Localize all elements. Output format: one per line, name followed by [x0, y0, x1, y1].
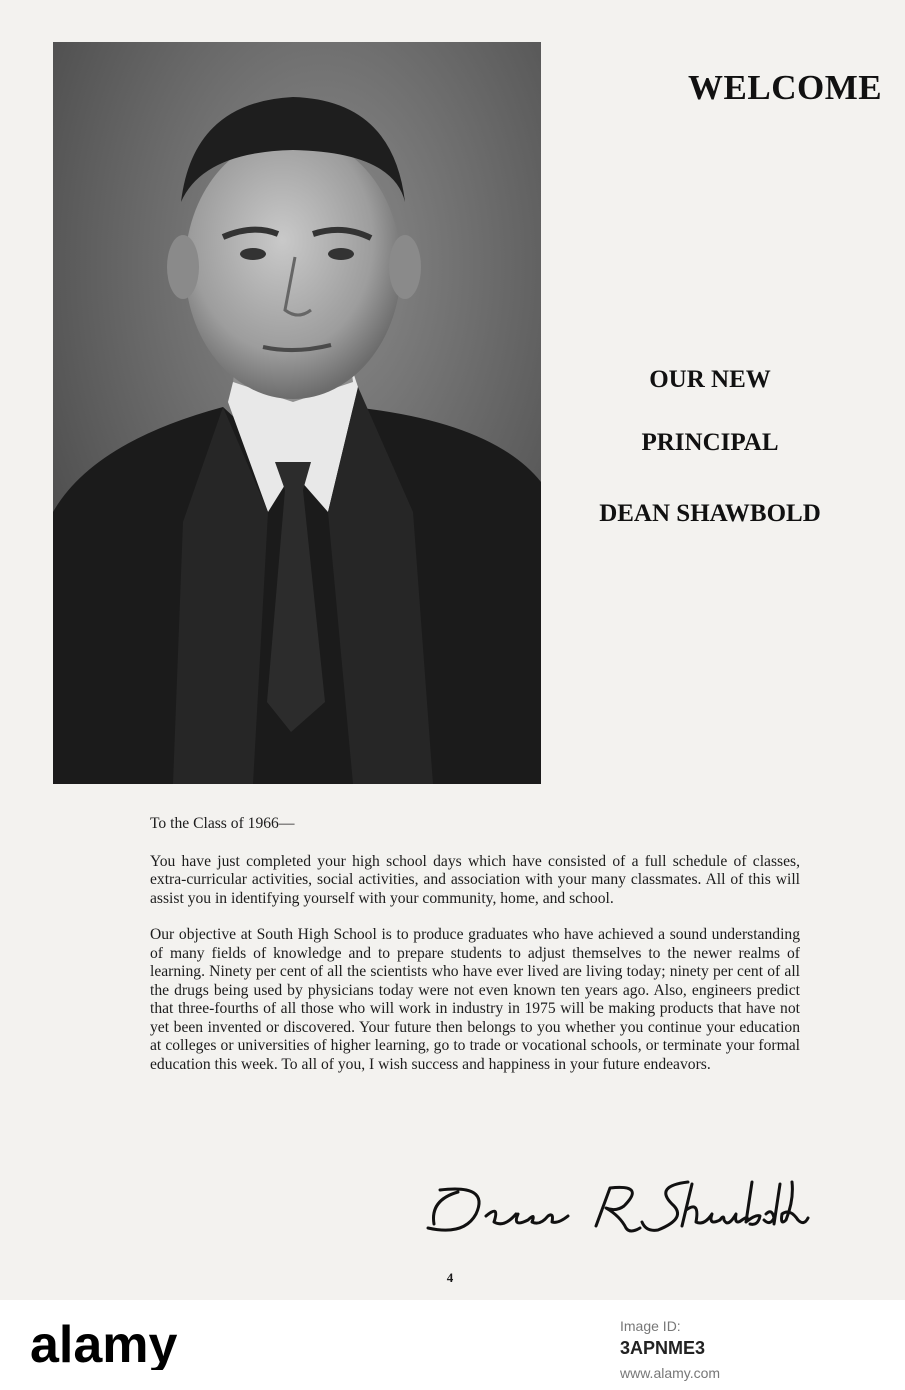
alamy-logo-icon [30, 1320, 260, 1370]
alamy-logo [30, 1320, 260, 1375]
page-number: 4 [446, 1270, 454, 1285]
principal-portrait-photo [53, 42, 541, 784]
letter-salutation: To the Class of 1966— [150, 815, 295, 832]
handwritten-signature [420, 1170, 810, 1255]
subheading-principal-name: DEAN SHAWBOLD [599, 500, 821, 527]
svg-text:alamy: alamy [30, 1320, 178, 1370]
welcome-heading: WELCOME [688, 68, 883, 107]
signature-drawing [420, 1170, 810, 1250]
image-id-block [620, 1318, 705, 1359]
subheading-principal: PRINCIPAL [641, 429, 779, 456]
image-id-value: 3APNME3 [620, 1338, 706, 1358]
site-url: www.alamy.com [620, 1365, 721, 1381]
subheading-our-new: OUR NEW [649, 366, 771, 393]
letter-paragraph-2: Our objective at South High School is to produce graduates who have achieved a sound understanding of many fields of knowledge and to prepare students to adjust themselves to the newer realms of learning. Ninety per cent of all the scientists who have ever lived are living today; ninety per cent of all the drugs being used by physicians today were not even known ten years ago. Also, engineers predict that three-fourths of all those who will work in industry in 1975 will be making products that have not yet been invented or discovered. Your future then belongs to you whether you continue your education at colleges or universities of higher learning, go to trade or vocational schools, or terminate your formal education this week. To all of you, I wish success and happiness in your future endeavors. [150, 926, 800, 1073]
principal-letter [150, 815, 800, 1092]
image-id-label: Image ID: [620, 1318, 681, 1334]
portrait-illustration [53, 42, 541, 784]
letter-paragraph-1: You have just completed your high school days which have consisted of a full schedule of classes, extra-curricular activities, social activities, and association with your many classmates. All of this will assist you in identifying yourself with your community, home, and school. [150, 852, 800, 907]
